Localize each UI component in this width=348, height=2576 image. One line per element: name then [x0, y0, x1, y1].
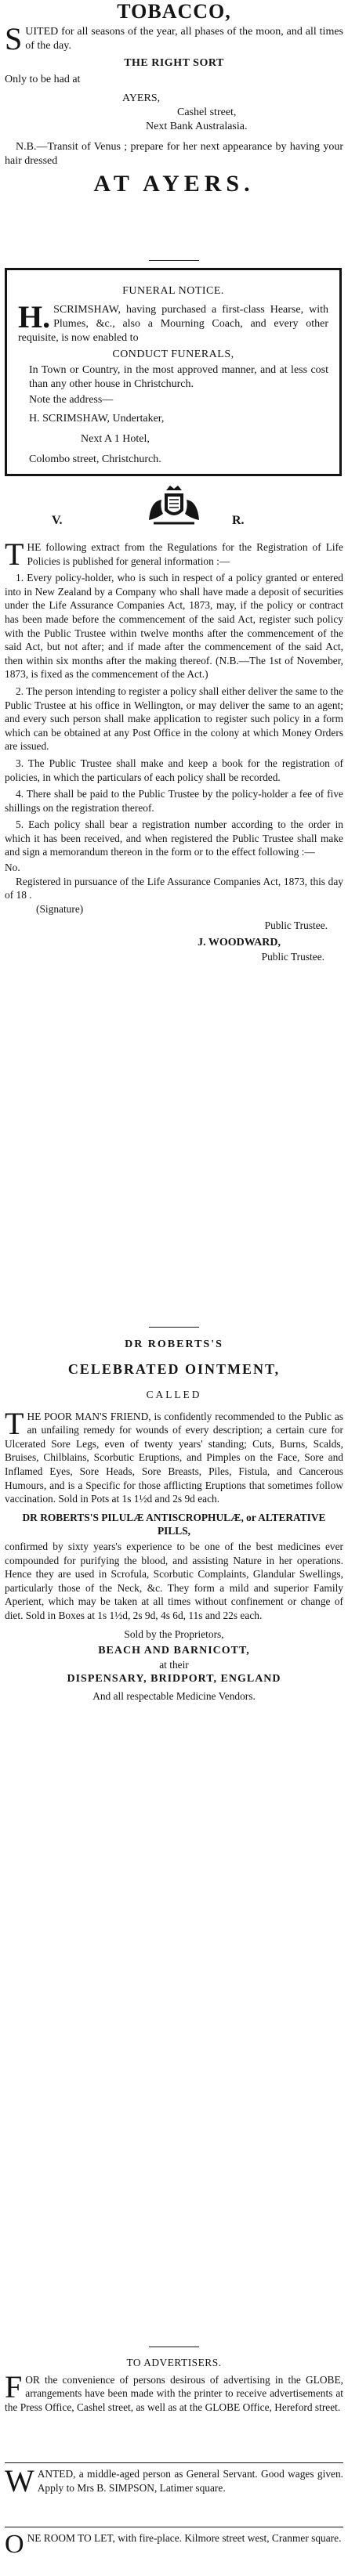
regulation-para: 3. The Public Trustee shall make and keep a book for the registration of policies, in which the particulars of each policy shall be recorded.: [5, 757, 343, 783]
drop-cap: H.: [18, 299, 51, 334]
address-line: Next A 1 Hotel,: [81, 433, 150, 445]
drop-cap: T: [5, 537, 24, 572]
ad-body: FOR the convenience of persons desirous of advertising in the GLOBE, arrangements have been made with the printer to receive advertisements at the Press Office, Cashel street, as well as at the GLOBE Office, Hereford street.: [5, 2368, 343, 2413]
form-signature-title: Public Trustee.: [264, 919, 328, 932]
ad-text: Only to be had at: [5, 74, 81, 85]
ad-note: N.B.—Transit of Venus ; prepare for her next appearance by having your hair dressed: [5, 141, 343, 167]
drop-cap: W: [5, 2463, 34, 2498]
form-signature: (Signature): [36, 902, 84, 915]
ad-life-policies: [5, 537, 343, 964]
ad-title: DR ROBERTS'S: [125, 1339, 223, 1350]
regulation-para: 4. There shall be paid to the Public Trustee by the policy-holder a fee of five shillings on the registration thereof.: [5, 788, 343, 814]
divider: [149, 1327, 199, 1328]
ad-body: ONE ROOM TO LET, with fire-place. Kilmore street west, Cranmer square.: [5, 2530, 342, 2559]
form-text: Registered in pursuance of the Life Assurance Companies Act, 1873, this day of 18 .: [5, 875, 343, 901]
address-line: AYERS,: [122, 92, 161, 104]
ad-heading: TO ADVERTISERS.: [126, 2357, 222, 2368]
ad-body: SUITED for all seasons of the year, all phases of the moon, and all times of the day.: [5, 21, 343, 56]
ad-text: at their: [159, 1659, 189, 1671]
ad-text: CALLED: [146, 1389, 202, 1400]
ad-body: confirmed by sixty years's experience to be one of the best medicines ever compounded for purifying the blood, and assisting Nature in her operations. Hence they are used in Scrofula, Scorbutic Complaints, Glandular Swellings, particularly those of the Neck, &c. They form a mild and superior Family Aperient, which may be taken at all times without confinement or change of diet. Sold in Boxes at 1s 1½d, 2s 9d, 4s 6d, 11s and 22s each.: [5, 1540, 343, 1621]
crest-letter: V.: [52, 514, 63, 527]
ad-body: H. SCRIMSHAW, having purchased a first-class Hearse, with Plumes, &c., also a Mourning Coach, and every other requisite, is now enabled to: [18, 299, 328, 344]
ad-subhead: THE RIGHT SORT: [124, 57, 224, 69]
regulation-para: 5. Each policy shall bear a registration number according to the order in which it has been received, and when registered the Public Trustee shall make and sign a memorandum thereon in the form or to the effect following :—: [5, 818, 343, 858]
coat-of-arms-icon: [143, 484, 205, 529]
ad-address: DISPENSARY, BRIDPORT, ENGLAND: [67, 1672, 281, 1685]
crest-letter: R.: [232, 514, 245, 527]
ad-text: Sold by the Proprietors,: [124, 1628, 224, 1640]
ad-heading: FUNERAL NOTICE.: [122, 285, 224, 297]
ad-room-to-let: [5, 2530, 343, 2559]
ad-body: WANTED, a middle-aged person as General Servant. Good wages given. Apply to Mrs B. SIMPSON, Latimer square.: [5, 2463, 343, 2498]
divider: [149, 260, 199, 261]
regulation-para: 1. Every policy-holder, who is such in respect of a policy granted or entered into in New Zealand by a Company who shall have made a deposit of securities under the Life Assurance Companies Act, 1873, may, if the policy or contract has been made before the commencement of the said Act, register such policy with the Public Trustee within twelve months after the commencement of the said Act, but not after; and if made after the commencement of the said Act, then within six months after the making thereof. (N.B.—The 1st of November, 1873, is fixed as the commencement of the Act.): [5, 572, 343, 681]
ad-body: THE following extract from the Regulations for the Registration of Life Policies is published for general information :—: [5, 537, 343, 572]
signer: J. WOODWARD,: [198, 937, 281, 949]
ad-title: CELEBRATED OINTMENT,: [67, 1361, 281, 1377]
ad-to-advertisers: [5, 2356, 343, 2414]
ad-wanted: [5, 2463, 343, 2498]
drop-cap: F: [5, 2368, 23, 2404]
ad-text: Note the address—: [29, 394, 114, 406]
regulation-para: 2. The person intending to register a policy shall either deliver the same to the Public Trustee at his office in Wellington, or may deliver the same to an agent; and every such person shall make application to register such policy in a form which can be obtained at any Post Office in the colony at which Money Orders are issued.: [5, 685, 343, 753]
divider: [5, 2462, 343, 2463]
ad-heading: TOBACCO,: [117, 0, 231, 23]
ad-subhead: DR ROBERTS'S PILULÆ ANTISCROPHULÆ, or ALTERATIVE PILLS,: [22, 1511, 326, 1537]
address-line: Cashel street,: [177, 107, 237, 118]
signer-title: Public Trustee.: [261, 951, 324, 963]
drop-cap: S: [5, 21, 23, 56]
ad-funeral: [5, 268, 342, 476]
signature: H. SCRIMSHAW, Undertaker,: [29, 413, 165, 425]
ad-subhead: CONDUCT FUNERALS,: [112, 349, 234, 360]
form-no: No.: [5, 862, 20, 874]
address-line: Next Bank Australasia.: [146, 121, 248, 132]
royal-crest: [5, 484, 343, 533]
ad-ointment: [5, 1338, 343, 1703]
ad-proprietors: BEACH AND BARNICOTT,: [98, 1645, 250, 1657]
ad-body: In Town or Country, in the most approved manner, and at less cost than any other house in Christchurch.: [29, 364, 328, 390]
ad-text: And all respectable Medicine Vendors.: [92, 1689, 256, 1702]
address-line: Colombo street, Christchurch.: [29, 453, 161, 465]
ad-body: THE POOR MAN'S FRIEND, is confidently recommended to the Public as an unfailing remedy for wounds of every description; a certain cure for Ulcerated Sore Legs, even of twenty years' standing; Cuts, Burns, Scalds, Bruises, Chilblains, Scorbutic Eruptions, and Pimples on the Face, Sore and Inflamed Eyes, Sore Heads, Sore Breasts, Piles, Fistula, and Cancerous Humours, and is a Specific for those afflicting Eruptions that sometimes follow vaccination. Sold in Pots at 1s 1½d and 2s 9d each.: [5, 1405, 343, 1505]
ad-tobacco: [5, 0, 343, 198]
ad-banner: AT AYERS.: [93, 171, 255, 197]
drop-cap: T: [5, 1405, 24, 1441]
drop-cap: O: [5, 2530, 24, 2559]
